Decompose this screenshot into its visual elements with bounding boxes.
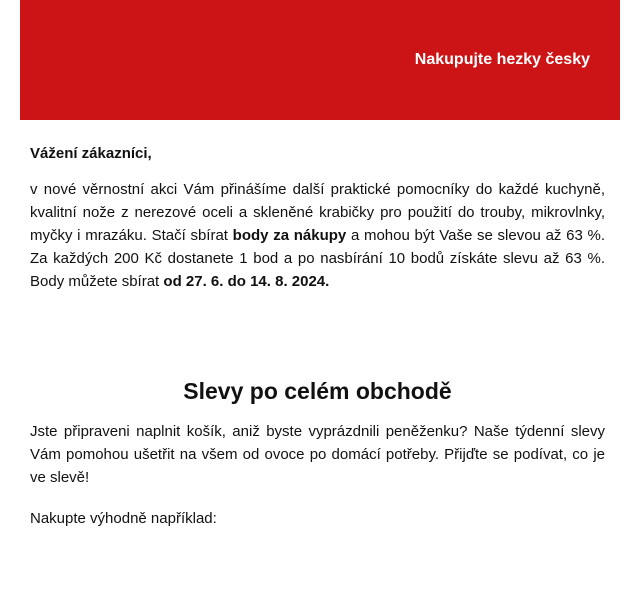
intro-bold-dates: od 27. 6. do 14. 8. 2024. [163,273,330,290]
header-banner [20,0,620,120]
intro-bold-points: body za nákupy [232,227,347,244]
header-tagline: Nakupujte hezky česky [414,51,590,68]
intro-paragraph [30,178,605,293]
intro-text-2: a mohou být Vaše se slevou až 63 %. Za každých 200 Kč dostanete 1 bod a po nasbírání 10 bodů získáte slevu až 63 %. Body můžete sbírat [30,227,605,290]
section-lead: Nakupte výhodně například: [30,510,217,527]
email-content [30,140,605,527]
intro-text-1: v nové věrnostní akci Vám přinášíme další praktické pomocníky do každé kuchyně, kvalitní nože z nerezové oceli a skleněné krabičky pro použití do trouby, mikrovlnky, myčky i mrazáku. Stačí sbírat [30,181,605,244]
section-title: Slevy po celém obchodě [183,378,452,404]
section-paragraph: Jste připraveni naplnit košík, aniž byste vyprázdnili peněženku? Naše týdenní slevy Vám pomohou ušetřit na všem od ovoce po domácí potřeby. Přijďte se podívat, co je ve slevě! [30,423,605,486]
greeting: Vážení zákazníci, [30,145,152,162]
